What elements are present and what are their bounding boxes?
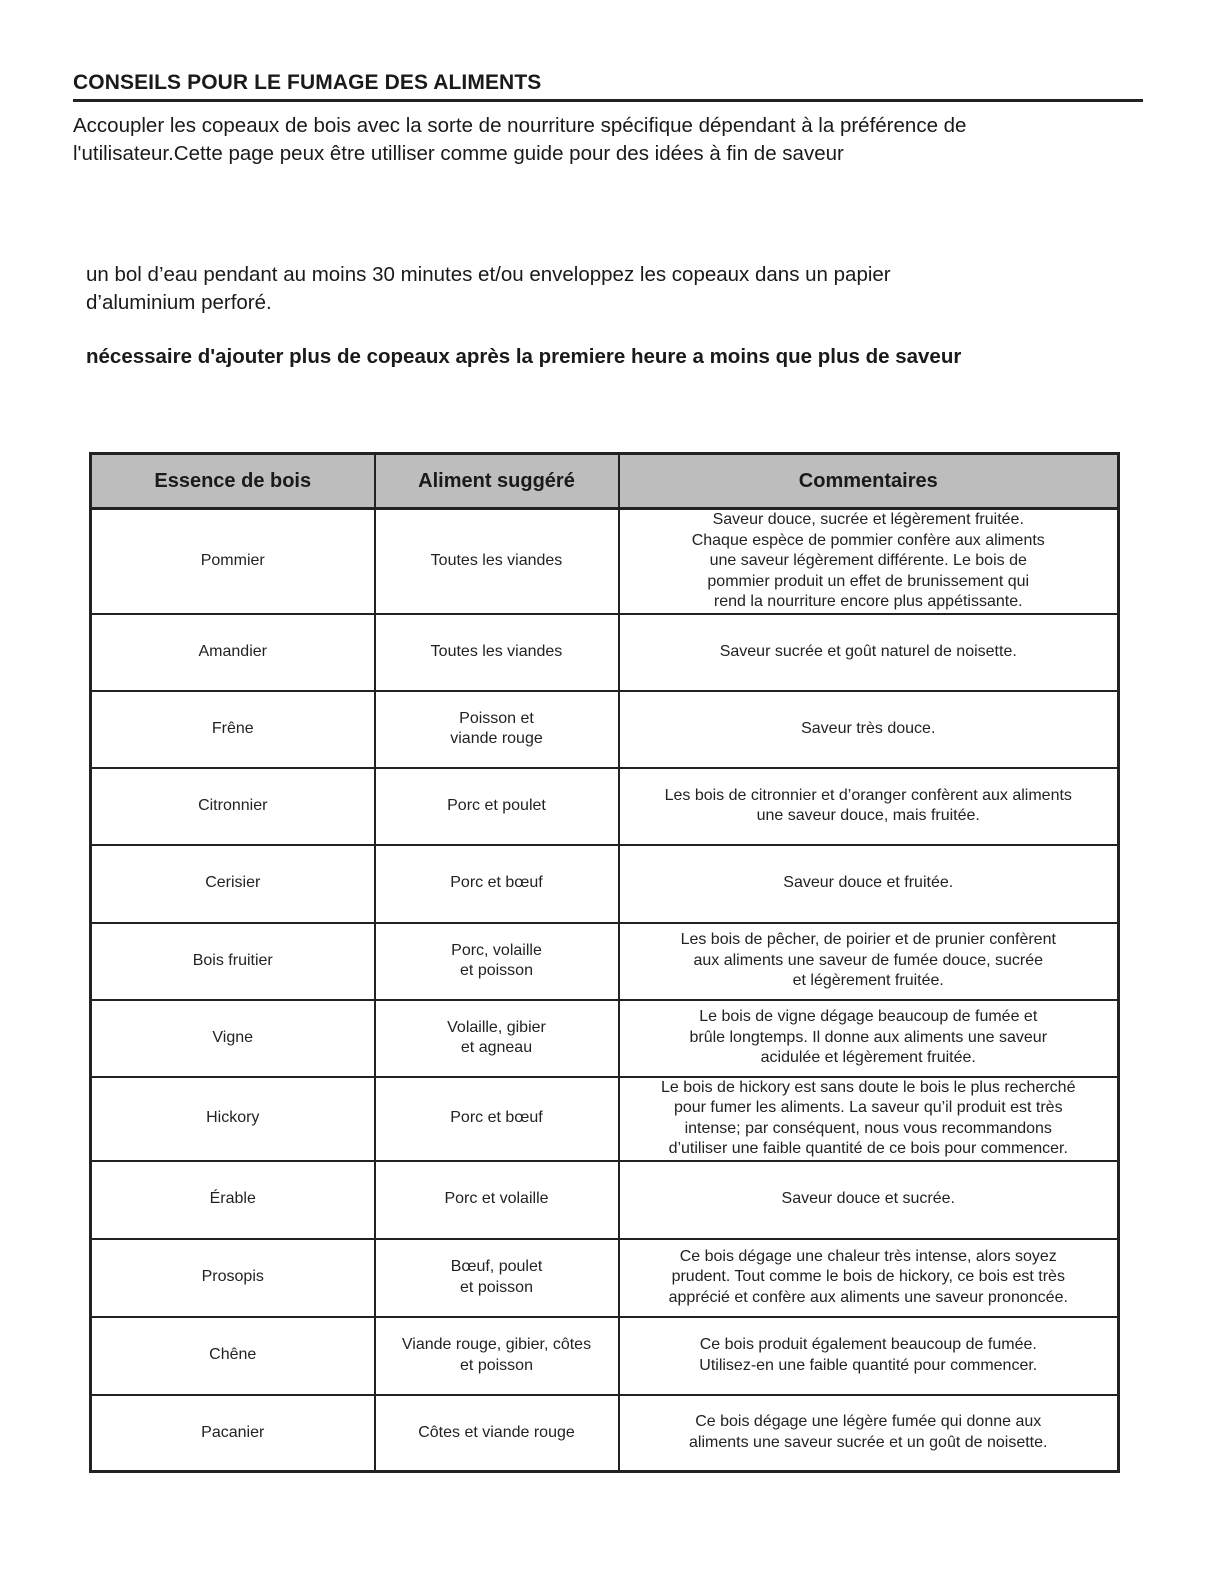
table-row [91, 1077, 1119, 1161]
comment-cell [619, 1161, 1119, 1239]
intro-paragraph [73, 112, 1133, 168]
comment-line: acidulée et légèrement fruitée. [760, 1049, 976, 1067]
comment-line: Saveur sucrée et goût naturel de noisette. [719, 642, 1017, 660]
chip-warning: nécessaire d'ajouter plus de copeaux après la premiere heure a moins que plus de saveur [86, 345, 962, 368]
comment-line: pour fumer les aliments. La saveur qu’il produit est très [673, 1099, 1063, 1116]
header-wood: Essence de bois [91, 454, 375, 509]
food-line: Porc et poulet [447, 796, 546, 814]
food-line: et poisson [460, 1356, 533, 1374]
food-cell [375, 1161, 619, 1239]
intro-line: Accoupler les copeaux de bois avec la sorte de nourriture spécifique dépendant à la préférence de [73, 114, 967, 137]
comment-line: Saveur douce et sucrée. [781, 1190, 955, 1208]
comment-cell [619, 1077, 1119, 1161]
food-line: Porc et bœuf [450, 1109, 543, 1127]
table-row [91, 845, 1119, 923]
comment-line: Les bois de citronnier et d’oranger confèrent aux aliments [664, 786, 1072, 804]
comment-line: Saveur douce et fruitée. [783, 874, 954, 892]
food-line: Viande rouge, gibier, côtes [401, 1336, 592, 1353]
table-row [91, 1317, 1119, 1395]
comment-cell [619, 509, 1119, 614]
comment-line: Saveur douce, sucrée et légèrement fruitée. [712, 511, 1024, 528]
food-line: Porc et volaille [444, 1190, 549, 1208]
food-line: Poisson et [459, 709, 534, 727]
food-line: Toutes les viandes [430, 552, 563, 569]
comment-line: Ce bois produit également beaucoup de fumée. [699, 1336, 1037, 1353]
food-line: et poisson [460, 962, 533, 979]
food-line: Bœuf, poulet [450, 1258, 543, 1275]
table-row [91, 1239, 1119, 1317]
food-line: Toutes les viandes [430, 642, 563, 660]
comment-line: Utilisez-en une faible quantité pour commencer. [699, 1356, 1038, 1374]
header-food: Aliment suggéré [375, 454, 619, 509]
food-cell [375, 923, 619, 1000]
comment-line: apprécié et confère aux aliments une saveur prononcée. [668, 1288, 1068, 1306]
table-row [91, 691, 1119, 768]
food-cell [375, 1395, 619, 1472]
comment-line: et légèrement fruitée. [792, 972, 944, 990]
food-cell [375, 614, 619, 691]
food-line: Côtes et viande rouge [418, 1423, 575, 1441]
food-cell [375, 691, 619, 768]
header-comments: Commentaires [619, 454, 1119, 509]
table-row [91, 614, 1119, 691]
comment-line: brûle longtemps. Il donne aux aliments une saveur [689, 1028, 1048, 1046]
food-line: Porc et bœuf [450, 874, 543, 892]
comment-cell [619, 1395, 1119, 1472]
food-cell [375, 1317, 619, 1395]
comment-line: Chaque espèce de pommier confère aux aliments [691, 531, 1045, 549]
wood-cell: Chêne [91, 1317, 375, 1395]
comment-cell [619, 768, 1119, 845]
table-header-row [91, 454, 1119, 509]
food-line: Porc, volaille [451, 941, 542, 959]
intro-line: l'utilisateur.Cette page peux être utilliser comme guide pour des idées à fin de saveur [73, 142, 844, 165]
comment-line: Ce bois dégage une légère fumée qui donne aux [695, 1413, 1042, 1431]
table-body [91, 509, 1119, 1472]
table-row [91, 923, 1119, 1000]
comment-cell [619, 614, 1119, 691]
comment-line: Le bois de vigne dégage beaucoup de fumée et [699, 1008, 1038, 1026]
wood-cell: Pommier [91, 509, 375, 614]
wood-cell: Amandier [91, 614, 375, 691]
table-row [91, 1395, 1119, 1472]
comment-line: Les bois de pêcher, de poirier et de prunier confèrent [680, 931, 1056, 949]
soaking-line: d’aluminium perforé. [86, 291, 272, 314]
comment-cell [619, 845, 1119, 923]
food-cell [375, 1239, 619, 1317]
food-cell [375, 845, 619, 923]
comment-cell [619, 1000, 1119, 1077]
wood-cell: Vigne [91, 1000, 375, 1077]
table-row [91, 768, 1119, 845]
food-cell [375, 1077, 619, 1161]
wood-cell: Prosopis [91, 1239, 375, 1317]
wood-cell: Cerisier [91, 845, 375, 923]
comment-cell [619, 691, 1119, 768]
table-row [91, 1000, 1119, 1077]
wood-cell: Érable [91, 1161, 375, 1239]
food-line: et poisson [460, 1278, 533, 1296]
wood-cell: Frêne [91, 691, 375, 768]
wood-cell: Hickory [91, 1077, 375, 1161]
comment-line: aliments une saveur sucrée et un goût de noisette. [689, 1433, 1048, 1451]
food-cell [375, 1000, 619, 1077]
comment-line: Le bois de hickory est sans doute le bois le plus recherché [661, 1078, 1076, 1096]
food-line: et agneau [460, 1039, 533, 1056]
wood-cell: Bois fruitier [91, 923, 375, 1000]
comment-cell [619, 1317, 1119, 1395]
food-cell [375, 768, 619, 845]
soaking-instructions [86, 261, 1126, 317]
comment-line: prudent. Tout comme le bois de hickory, ce bois est très [671, 1268, 1065, 1286]
comment-line: pommier produit un effet de brunissement qui [707, 572, 1030, 590]
comment-cell [619, 923, 1119, 1000]
comment-line: rend la nourriture encore plus appétissante. [713, 593, 1023, 610]
comment-line: intense; par conséquent, nous vous recommandons [684, 1119, 1052, 1137]
comment-line: Saveur très douce. [801, 719, 936, 737]
page-title: CONSEILS POUR LE FUMAGE DES ALIMENTS [73, 70, 1143, 102]
wood-cell: Pacanier [91, 1395, 375, 1472]
food-line: viande rouge [450, 730, 543, 747]
food-cell [375, 509, 619, 614]
food-line: Volaille, gibier [447, 1018, 546, 1036]
wood-pairing-table [89, 452, 1120, 1473]
table-row [91, 1161, 1119, 1239]
comment-line: d’utiliser une faible quantité de ce bois pour commencer. [668, 1140, 1068, 1157]
comment-cell [619, 1239, 1119, 1317]
comment-line: une saveur douce, mais fruitée. [756, 807, 980, 824]
comment-line: une saveur légèrement différente. Le bois de [709, 552, 1027, 569]
wood-cell: Citronnier [91, 768, 375, 845]
comment-line: aux aliments une saveur de fumée douce, sucrée [693, 951, 1044, 969]
comment-line: Ce bois dégage une chaleur très intense, alors soyez [679, 1247, 1057, 1265]
soaking-line: un bol d’eau pendant au moins 30 minutes et/ou enveloppez les copeaux dans un papier [86, 263, 891, 286]
table-row [91, 509, 1119, 614]
